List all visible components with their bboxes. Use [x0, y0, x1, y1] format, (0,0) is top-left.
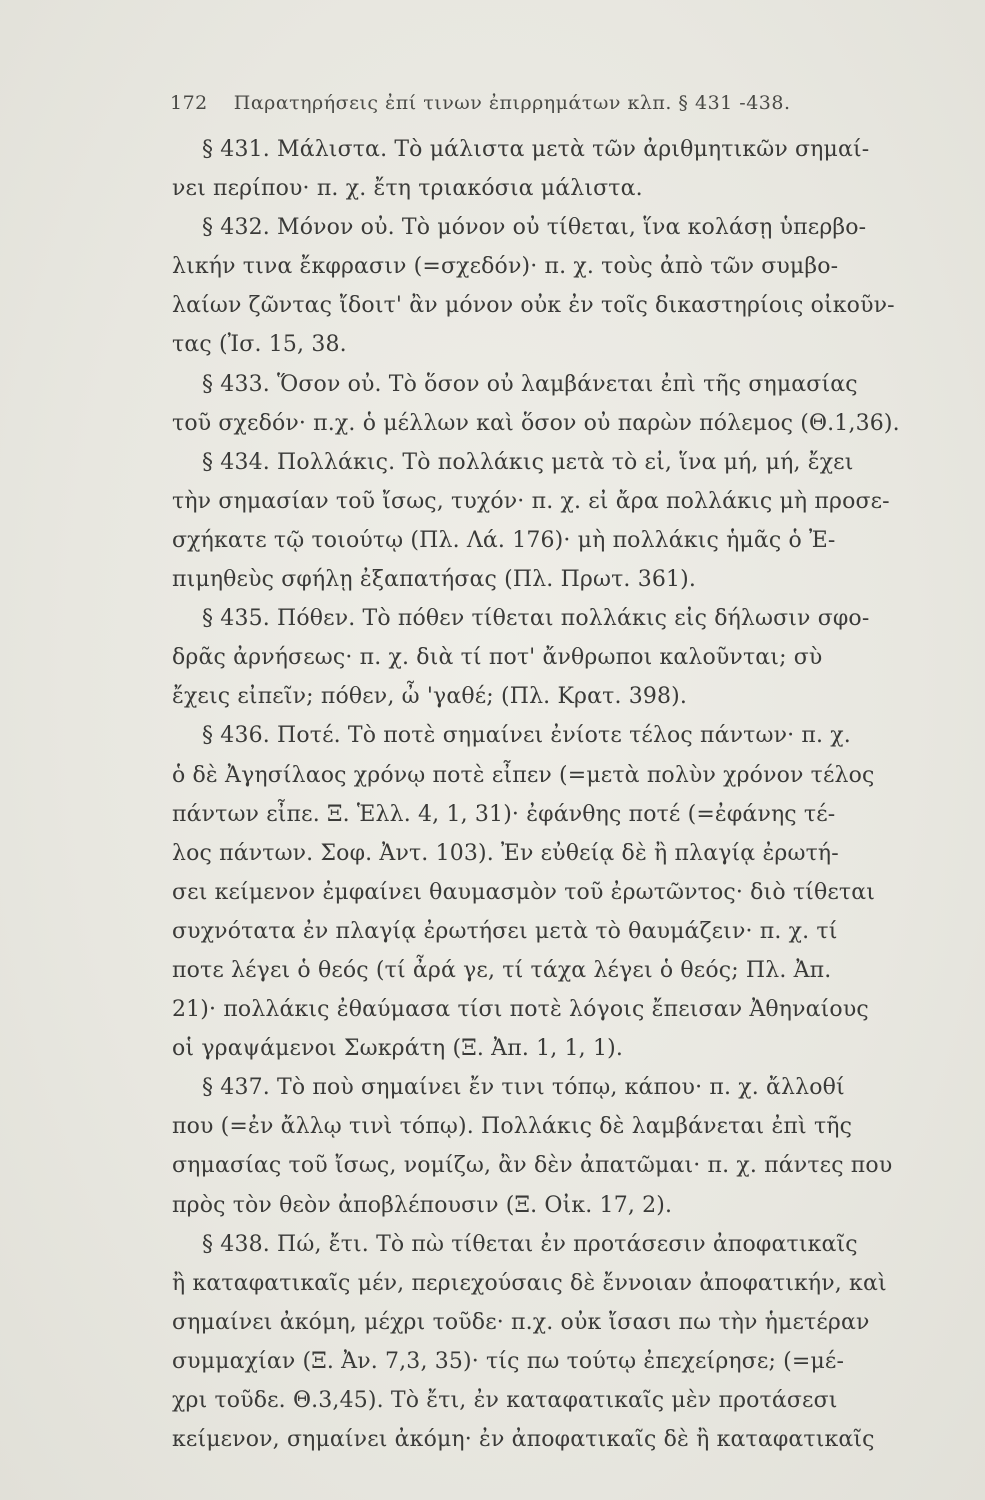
text-line: § 435. Πόθεν. Τὸ πόθεν τίθεται πολλάκις εἰς δήλωσιν σφο- [202, 606, 870, 632]
text-line: χρι τοῦδε. Θ.3,45). Τὸ ἔτι, ἐν καταφατικαῖς μὲν προτάσεσι [172, 1388, 838, 1413]
running-header [170, 92, 890, 114]
text-line: σχήκατε τῷ τοιούτῳ (Πλ. Λά. 176)· μὴ πολλάκις ἡμᾶς ὁ Ἐ- [172, 527, 836, 553]
text-line: πρὸς τὸν θεὸν ἀποβλέπουσιν (Ξ. Οἰκ. 17, 2). [172, 1192, 673, 1218]
text-line: λικήν τινα ἔκφρασιν (=σχεδόν)· π. χ. τοὺς ἀπὸ τῶν συμβο- [172, 254, 839, 280]
page-number: 172 [170, 92, 208, 114]
text-line: § 434. Πολλάκις. Τὸ πολλάκις μετὰ τὸ εἰ, ἵνα μή, μή, ἔχει [202, 449, 854, 475]
text-line: τας (Ἰσ. 15, 38. [172, 332, 347, 358]
text-line: ἔχεις εἰπεῖν; πόθεν, ὦ 'γαθέ; (Πλ. Κρατ. 398). [172, 684, 688, 710]
text-line: συχνότατα ἐν πλαγίᾳ ἐρωτήσει μετὰ τὸ θαυμάζειν· π. χ. τί [172, 918, 838, 944]
text-line: σημασίας τοῦ ἴσως, νομίζω, ἂν δὲν ἀπατῶμαι· π. χ. πάντες που [172, 1153, 893, 1179]
text-line: § 432. Μόνον οὐ. Τὸ μόνον οὐ τίθεται, ἵνα κολάσῃ ὑπερβο- [202, 215, 867, 241]
text-line: ὁ δὲ Ἀγησίλαος χρόνῳ ποτὲ εἶπεν (=μετὰ πολὺν χρόνον τέλος [172, 762, 875, 788]
text-line: τοῦ σχεδόν· π.χ. ὁ μέλλων καὶ ὅσον οὐ παρὼν πόλεμος (Θ.1,36). [172, 410, 900, 436]
text-line: κείμενον, σημαίνει ἀκόμη· ἐν ἀποφατικαῖς δὲ ἢ καταφατικαῖς [172, 1427, 875, 1453]
text-line: § 431. Μάλιστα. Τὸ μάλιστα μετὰ τῶν ἀριθμητικῶν σημαί- [202, 137, 870, 162]
text-line: λος πάντων. Σοφ. Ἀντ. 103). Ἐν εὐθείᾳ δὲ ἢ πλαγίᾳ ἐρωτή- [172, 840, 839, 866]
text-line: συμμαχίαν (Ξ. Ἀν. 7,3, 35)· τίς πω τούτῳ ἐπεχείρησε; (=μέ- [172, 1348, 845, 1374]
text-line: 21)· πολλάκις ἐθαύμασα τίσι ποτὲ λόγοις ἔπεισαν Ἀθηναίους [172, 997, 869, 1023]
text-line: ποτε λέγει ὁ θεός (τί ἆρά γε, τί τάχα λέγει ὁ θεός; Πλ. Ἀπ. [172, 957, 832, 983]
text-line: ἢ καταφατικαῖς μέν, περιεχούσαις δὲ ἔννοιαν ἀποφατικήν, καὶ [172, 1270, 887, 1296]
text-line: δρᾶς ἀρνήσεως· π. χ. διὰ τί ποτ' ἄνθρωποι καλοῦνται; σὺ [172, 645, 823, 671]
text-line: § 437. Τὸ ποὺ σημαίνει ἔν τινι τόπῳ, κάπου· π. χ. ἄλλοθί [202, 1075, 845, 1101]
running-title: Παρατηρήσεις ἐπί τινων ἐπιρρημάτων κλπ. § 431 -438. [233, 92, 791, 114]
text-line: πάντων εἶπε. Ξ. Ἑλλ. 4, 1, 31)· ἐφάνθης ποτέ (=ἐφάνης τέ- [172, 801, 836, 827]
text-line: πιμηθεὺς σφήλῃ ἐξαπατήσας (Πλ. Πρωτ. 361). [172, 567, 697, 593]
text-line: νει περίπου· π. χ. ἔτη τριακόσια μάλιστα. [172, 176, 643, 202]
text-line: οἱ γραψάμενοι Σωκράτη (Ξ. Ἀπ. 1, 1, 1). [172, 1036, 623, 1062]
text-line: § 438. Πώ, ἔτι. Τὸ πὼ τίθεται ἐν προτάσεσιν ἀποφατικαῖς [202, 1231, 858, 1257]
text-line: τὴν σημασίαν τοῦ ἴσως, τυχόν· π. χ. εἰ ἄρα πολλάκις μὴ προσε- [172, 488, 890, 514]
text-line: § 433. Ὅσον οὐ. Τὸ ὅσον οὐ λαμβάνεται ἐπὶ τῆς σημασίας [202, 371, 858, 397]
text-line: λαίων ζῶντας ἴδοιτ' ἂν μόνον οὐκ ἐν τοῖς δικαστηρίοις οἰκοῦν- [172, 293, 895, 319]
body-text [172, 130, 908, 1459]
text-line: που (=ἐν ἄλλῳ τινὶ τόπῳ). Πολλάκις δὲ λαμβάνεται ἐπὶ τῆς [172, 1114, 853, 1140]
text-line: σημαίνει ἀκόμη, μέχρι τοῦδε· π.χ. οὐκ ἴσασι πω τὴν ἡμετέραν [172, 1309, 870, 1335]
text-line: § 436. Ποτέ. Τὸ ποτὲ σημαίνει ἐνίοτε τέλος πάντων· π. χ. [202, 723, 851, 749]
text-line: σει κείμενον ἐμφαίνει θαυμασμὸν τοῦ ἐρωτῶντος· διὸ τίθεται [172, 879, 875, 905]
